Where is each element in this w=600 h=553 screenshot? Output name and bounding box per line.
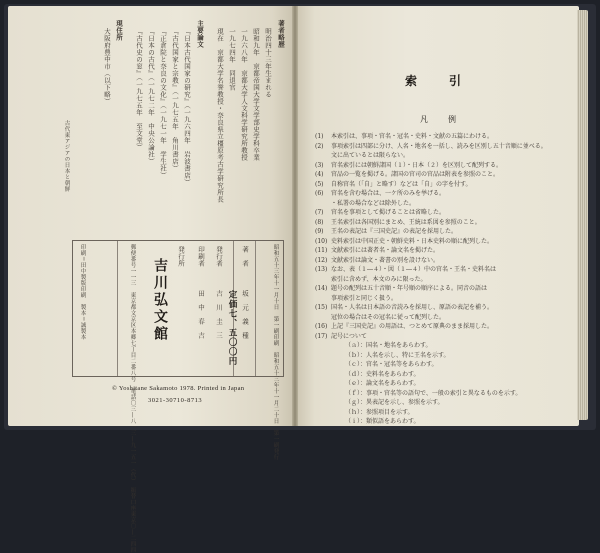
index-title: 索 引 <box>405 74 472 88</box>
usage-note-text: 官品の一覧を掲げる。諸国の官司の官品は附表を参照のこと。 <box>331 171 500 178</box>
usage-note-text: 文献索引には著者名・論文名を掲げた。 <box>331 247 440 254</box>
printer-label: 印刷者 <box>197 246 205 267</box>
publisher-person: 吉 川 圭 三 <box>215 290 223 339</box>
works-line: 『日本の古代』（一九七二年 中央公論社） <box>147 28 155 165</box>
usage-note-line <box>315 218 570 228</box>
usage-note-line <box>315 351 570 361</box>
works-line: 『日本古代国家の研究』（一九六四年 岩波書店） <box>183 28 191 186</box>
bio-line: 昭和九年 京都帝国大学文学部史学科卒業 <box>252 28 260 161</box>
usage-note-number: (15) <box>315 304 328 311</box>
usage-note-line <box>315 379 570 389</box>
bio-line: 一九六八年 京都大学人文科学研究所教授 <box>240 28 248 161</box>
usage-note-number: (8) <box>315 218 324 226</box>
works-line: 『正倉院と奈良の文化』（一九七一年 学生社） <box>159 28 167 179</box>
usage-note-text: （ｆ）：事項・官名等の語句で、一般の索引と異なるものを示す。 <box>345 389 522 397</box>
usage-note-text: 官名を事項として掲げることは省略した。 <box>331 209 446 216</box>
address-heading: 現住所 <box>115 20 123 41</box>
usage-note-text: 事項索引は四部に分け、人名・地名を一括し、読みを区別し五十音順に並べる。 <box>331 142 547 150</box>
usage-note-text: 国名・人名は日本語の音読みを採用し、原語の表記を補う。 <box>331 304 494 311</box>
usage-notes-list <box>315 132 570 426</box>
usage-note-line <box>315 227 570 237</box>
copyright-line: © Yoshitane Sakamoto 1978. Printed in Japan <box>112 385 245 392</box>
usage-note-number: (10) <box>315 237 328 245</box>
print-shop: 印刷＝田中製版印刷 製本＝誠製本 <box>79 244 86 341</box>
usage-note-number: (11) <box>315 247 328 254</box>
usage-note-line <box>315 408 570 418</box>
usage-note-number: (13) <box>315 266 328 273</box>
author-label: 著 者 <box>241 246 249 267</box>
usage-note-line <box>315 398 570 408</box>
isbn-code: 3021-30710-8713 <box>148 397 203 404</box>
usage-note-line <box>315 265 570 275</box>
usage-note-text: 王名索引は各国別にまとめ、王統は系図を参照のこと。 <box>331 218 481 226</box>
usage-note-line <box>315 246 570 256</box>
usage-note-line <box>315 294 570 304</box>
usage-note-line <box>315 389 570 399</box>
usage-note-text: 官名を含む場合は、一ケ所のみを挙げる。 <box>331 190 446 197</box>
usage-note-line <box>315 199 570 209</box>
usage-note-line <box>315 332 570 342</box>
usage-note-number: (12) <box>315 256 328 264</box>
address-line: 大阪府豊中市（以下略） <box>103 28 111 105</box>
usage-note-text: 本索引は、事項・官名・冠名・史料・文献の五篇にわける。 <box>331 133 494 140</box>
usage-note-text: 索引に含めず、本文のみに限った。 <box>331 275 427 283</box>
page-edges <box>577 10 588 420</box>
usage-note-number: (1) <box>315 133 324 140</box>
right-page <box>295 6 579 426</box>
usage-note-line <box>315 417 570 426</box>
issuer-label: 発行所 <box>177 246 185 267</box>
usage-note-number: (2) <box>315 142 324 150</box>
usage-note-text: 官名索引には朝鮮諸国（１）・日本（２）を区別して配列する。 <box>331 161 503 169</box>
usage-note-number: (16) <box>315 323 328 330</box>
usage-note-number: (3) <box>315 161 324 169</box>
usage-note-line <box>315 237 570 247</box>
usage-note-line <box>315 303 570 313</box>
printer-name: 田 中 春 吉 <box>197 290 205 339</box>
usage-note-number: (5) <box>315 180 324 188</box>
usage-note-text: 史料索引は中国正史・朝鮮史料・日本史料の順に配列した。 <box>331 237 494 245</box>
usage-note-number: (6) <box>315 190 324 197</box>
usage-note-text: （ａ）：国名・地名をあらわす。 <box>345 342 432 349</box>
usage-notes-title: 凡 例 <box>420 115 462 124</box>
usage-note-text: 記号について <box>331 332 367 340</box>
usage-note-line <box>315 275 570 285</box>
usage-note-text: ・私署の場合などは除外した。 <box>331 199 416 207</box>
usage-note-text: （ｄ）：史料名をあらわす。 <box>345 370 420 378</box>
usage-note-line <box>315 189 570 199</box>
usage-note-text: （ｈ）：参照項目を示す。 <box>345 408 414 416</box>
usage-note-line <box>315 322 570 332</box>
publisher-address: 郵便番号一一三 東京都文京区本郷七丁目二番八号 電話〇三―八一三―九一五一（代） 振替口座東京〇―二四四 <box>129 244 136 553</box>
usage-note-text: なお、表（１―４）・図（１―４）中の官名・王名・史料名は <box>331 266 497 273</box>
usage-note-line <box>315 151 570 161</box>
usage-note-line <box>315 161 570 171</box>
publisher-name: 吉川弘文館 <box>152 258 168 343</box>
works-line: 『古代史の窓』（一九七五年 至文堂） <box>135 28 143 151</box>
usage-note-line <box>315 370 570 380</box>
usage-note-number: (9) <box>315 228 324 235</box>
usage-note-text: （ｇ）：異表記を示し、参照を示す。 <box>345 399 444 406</box>
bio-line: 一九七四年 同退官 <box>228 28 236 91</box>
publisher-person-label: 発行者 <box>215 246 223 267</box>
usage-note-line <box>315 208 570 218</box>
bio-heading: 著者略歴 <box>277 20 285 48</box>
usage-note-number: (14) <box>315 285 328 292</box>
colophon-dates: 昭和五十三年十一月十日 第一刷印刷 昭和五十三年十一月二十日 第一刷発行 <box>272 244 279 460</box>
book-gutter <box>292 6 298 426</box>
usage-note-text: 上記『三国史記』の用語は、つとめて原典のまま採用した。 <box>331 323 494 330</box>
usage-note-line <box>315 341 570 351</box>
usage-note-text: 文献索引は論文・著書の別を設けない。 <box>331 256 440 264</box>
usage-note-text: 文に出ているとは限らない。 <box>331 152 410 159</box>
series-title: 古代東アジアの日本と朝鮮 <box>63 120 70 192</box>
usage-note-text: 王名の表記は『三国史記』の表記を採用した。 <box>331 228 458 235</box>
usage-note-text: 冠位の場合はその冠名に従って配列した。 <box>331 313 446 321</box>
usage-note-text: （ｃ）：官名・冠名等をあらわす。 <box>345 361 438 368</box>
usage-note-line <box>315 170 570 180</box>
usage-note-text: （ｉ）：類似語をあらわす。 <box>345 418 420 425</box>
usage-note-text: 事項索引と同じく扱う。 <box>331 294 398 302</box>
works-line: 『古代国家と宗教』（一九七五年 角川書店） <box>171 28 179 172</box>
works-heading: 主要論文 <box>196 20 204 48</box>
usage-note-line <box>315 256 570 266</box>
bio-line: 現在 京都大学名誉教授・奈良県立橿原考古学研究所長 <box>216 28 224 203</box>
usage-note-text: （ｅ）：論文名をあらわす。 <box>345 380 420 387</box>
usage-note-text: 自称官名（「自」と略す）などは「自」の字を付す。 <box>331 180 472 188</box>
author-name: 坂 元 義 種 <box>241 290 249 339</box>
usage-note-line <box>315 180 570 190</box>
usage-note-text: 題号の配列は五十音順・年号順の順序による。同音の語は <box>331 285 488 292</box>
usage-note-line <box>315 132 570 142</box>
usage-note-number: (17) <box>315 332 328 340</box>
price: 定価七、五〇〇円 <box>227 290 237 366</box>
usage-note-number: (7) <box>315 209 324 216</box>
usage-note-number: (4) <box>315 171 324 178</box>
usage-note-line <box>315 142 570 152</box>
usage-note-line <box>315 313 570 323</box>
usage-note-line <box>315 360 570 370</box>
usage-note-line <box>315 284 570 294</box>
bio-line: 明治四十三年生まれる <box>264 28 272 98</box>
usage-note-text: （ｂ）：人名を示し、特に王名を示す。 <box>345 351 450 359</box>
